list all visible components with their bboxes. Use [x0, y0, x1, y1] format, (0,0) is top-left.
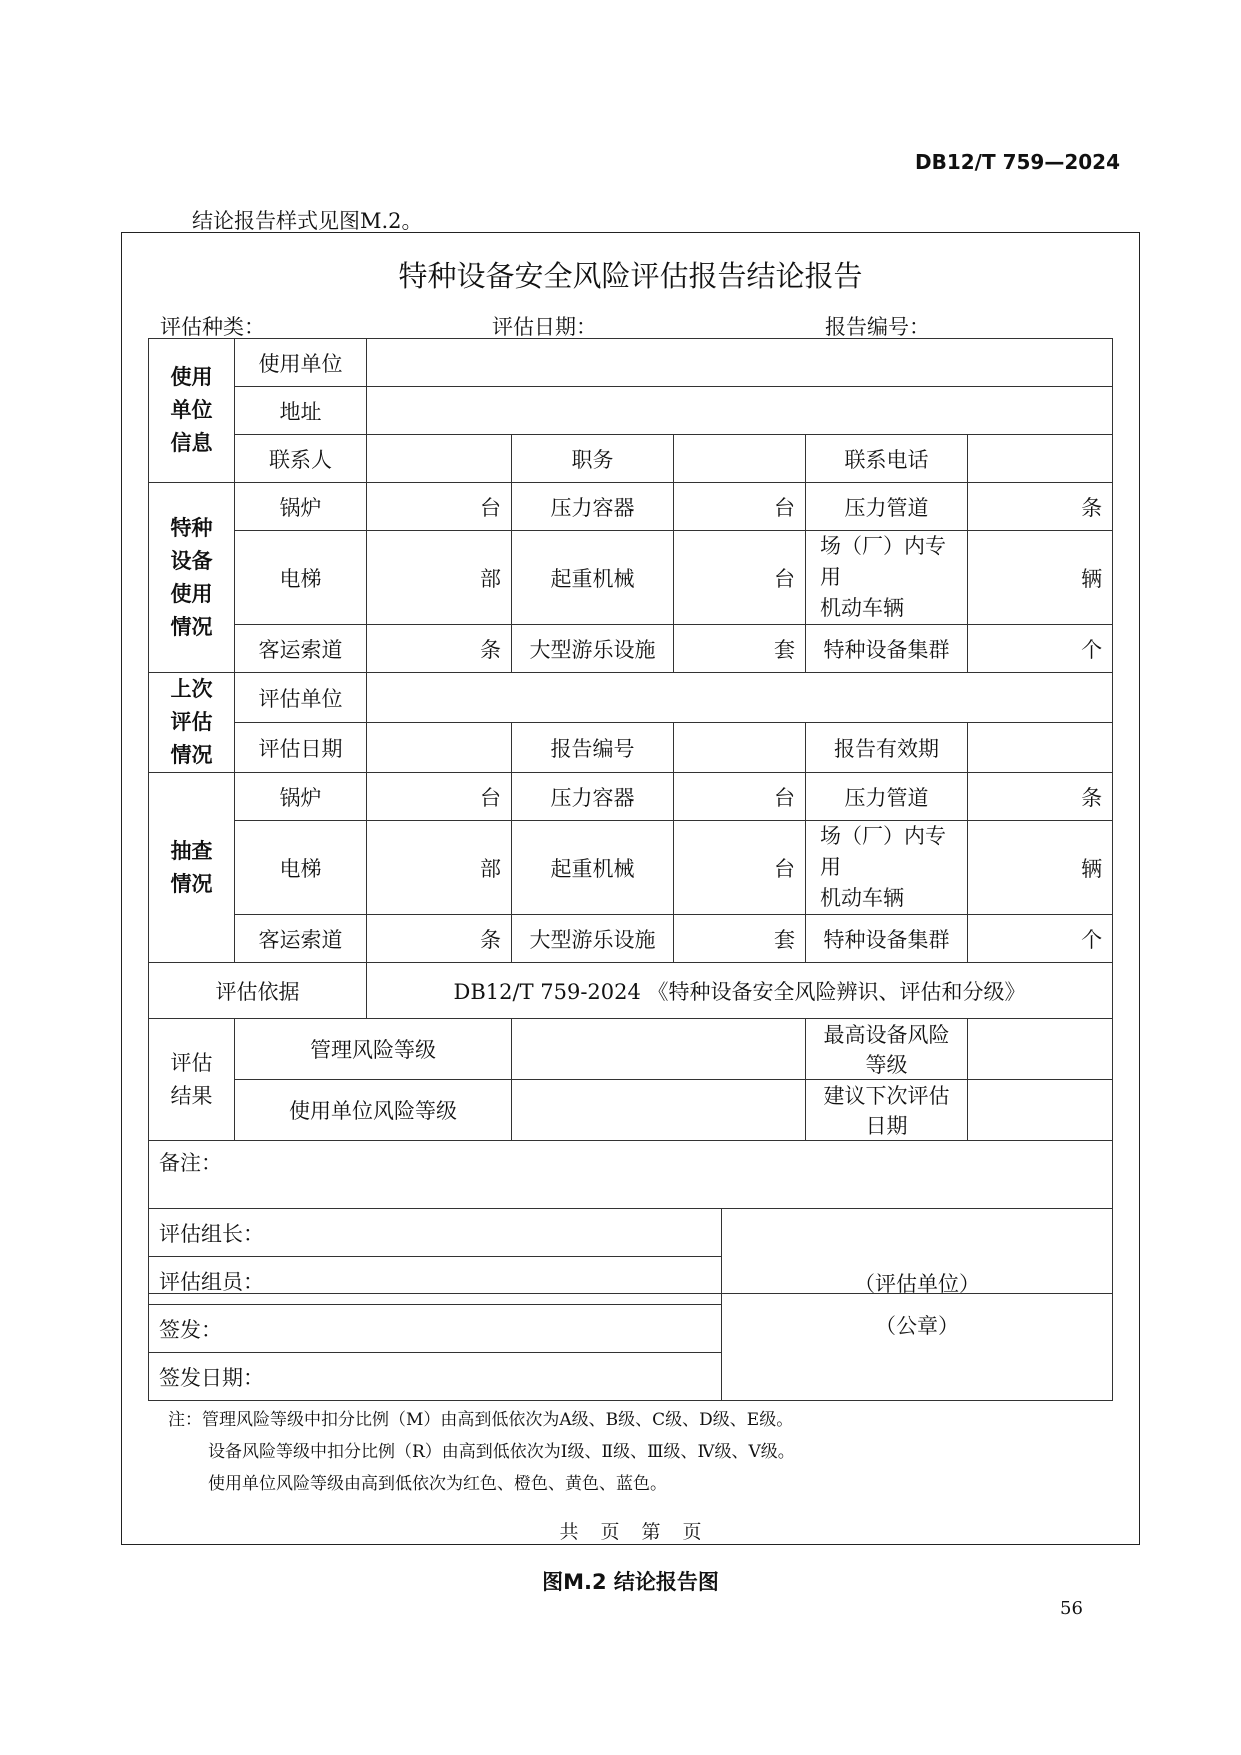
field-check-pressure-pipe[interactable]: 条	[968, 773, 1113, 821]
field-contact[interactable]	[367, 435, 512, 483]
group-last-eval: 上次 评估 情况	[149, 673, 235, 773]
signature-table	[148, 1208, 1113, 1401]
label-check-crane: 起重机械	[512, 821, 674, 915]
address-row	[149, 387, 1113, 435]
seal-unit-text: （评估单位）	[854, 1271, 980, 1296]
check-row-3	[149, 915, 1113, 963]
label-check-amusement: 大型游乐设施	[512, 915, 674, 963]
label-mgmt-risk-level: 管理风险等级	[235, 1019, 512, 1080]
label-check-pressure-pipe: 压力管道	[806, 773, 968, 821]
label-check-boiler: 锅炉	[235, 773, 367, 821]
document-code: DB12/T 759—2024	[915, 150, 1120, 174]
basis-value: DB12/T 759-2024 《特种设备安全风险辨识、评估和分级》	[367, 963, 1113, 1019]
label-check-elevator: 电梯	[235, 821, 367, 915]
label-usage-cluster: 特种设备集群	[806, 625, 968, 673]
group-eval-result: 评估 结果	[149, 1019, 235, 1141]
label-usage-boiler: 锅炉	[235, 483, 367, 531]
label-phone: 联系电话	[806, 435, 968, 483]
field-next-eval-date[interactable]	[968, 1080, 1113, 1141]
label-user-unit: 使用单位	[235, 339, 367, 387]
label-usage-ropeway: 客运索道	[235, 625, 367, 673]
field-last-eval-unit[interactable]	[367, 673, 1113, 723]
label-report-validity: 报告有效期	[806, 723, 968, 773]
form-title: 特种设备安全风险评估报告结论报告	[398, 259, 863, 293]
field-check-vehicle[interactable]: 辆	[968, 821, 1113, 915]
label-usage-crane: 起重机械	[512, 531, 674, 625]
label-usage-elevator: 电梯	[235, 531, 367, 625]
label-address: 地址	[235, 387, 367, 435]
field-user-unit[interactable]	[367, 339, 1113, 387]
field-usage-amusement[interactable]: 套	[674, 625, 806, 673]
label-last-eval-date: 评估日期	[235, 723, 367, 773]
field-usage-crane[interactable]: 台	[674, 531, 806, 625]
remarks-field[interactable]: 备注：	[149, 1141, 1113, 1294]
user-unit-row	[149, 339, 1113, 387]
field-check-crane[interactable]: 台	[674, 821, 806, 915]
note-line-1: 注：管理风险等级中扣分比例（M）由高到低依次为A级、B级、C级、D级、E级。	[168, 1410, 794, 1430]
label-basis: 评估依据	[149, 963, 367, 1019]
last-eval-row-1	[149, 673, 1113, 723]
label-position: 职务	[512, 435, 674, 483]
label-check-cluster: 特种设备集群	[806, 915, 968, 963]
figure-caption: 图M.2 结论报告图	[542, 1570, 719, 1594]
meta-report-number: 报告编号：	[825, 315, 930, 339]
intro-text: 结论报告样式见图M.2。	[192, 209, 423, 233]
meta-eval-type: 评估种类：	[160, 315, 265, 339]
seal-text: （公章）	[875, 1313, 959, 1338]
note-line-3: 使用单位风险等级由高到低依次为红色、橙色、黄色、蓝色。	[208, 1474, 667, 1494]
label-last-report-no: 报告编号	[512, 723, 674, 773]
group-spot-check: 抽查 情况	[149, 773, 235, 963]
label-usage-vehicle: 场（厂）内专用 机动车辆	[806, 531, 968, 625]
basis-row	[149, 963, 1113, 1019]
usage-row-1	[149, 483, 1113, 531]
field-usage-elevator[interactable]: 部	[367, 531, 512, 625]
note-line-2: 设备风险等级中扣分比例（R）由高到低依次为Ⅰ级、Ⅱ级、Ⅲ级、Ⅳ级、Ⅴ级。	[208, 1442, 795, 1462]
field-position[interactable]	[674, 435, 806, 483]
label-check-vehicle: 场（厂）内专用 机动车辆	[806, 821, 968, 915]
field-last-eval-date[interactable]	[367, 723, 512, 773]
field-unit-risk-level[interactable]	[512, 1080, 806, 1141]
field-usage-cluster[interactable]: 个	[968, 625, 1113, 673]
field-address[interactable]	[367, 387, 1113, 435]
page-number: 56	[1060, 1598, 1083, 1619]
field-check-ropeway[interactable]: 条	[367, 915, 512, 963]
label-unit-risk-level: 使用单位风险等级	[235, 1080, 512, 1141]
label-usage-pressure-pipe: 压力管道	[806, 483, 968, 531]
page-counter: 共 页 第 页	[559, 1521, 702, 1543]
field-check-boiler[interactable]: 台	[367, 773, 512, 821]
field-usage-pressure-vessel[interactable]: 台	[674, 483, 806, 531]
field-usage-vehicle[interactable]: 辆	[968, 531, 1113, 625]
field-check-elevator[interactable]: 部	[367, 821, 512, 915]
label-next-eval-date: 建议下次评估日期	[806, 1080, 968, 1141]
usage-row-3	[149, 625, 1113, 673]
field-usage-boiler[interactable]: 台	[367, 483, 512, 531]
group-user-info: 使用 单位 信息	[149, 339, 235, 483]
last-eval-row-2	[149, 723, 1113, 773]
field-check-cluster[interactable]: 个	[968, 915, 1113, 963]
field-max-equip-risk-level[interactable]	[968, 1019, 1113, 1080]
label-last-eval-unit: 评估单位	[235, 673, 367, 723]
group-equipment-usage: 特种 设备 使用 情况	[149, 483, 235, 673]
field-report-validity[interactable]	[968, 723, 1113, 773]
seal-area	[722, 1209, 1113, 1401]
check-row-1	[149, 773, 1113, 821]
field-team-leader[interactable]: 评估组长：	[149, 1209, 722, 1257]
label-check-ropeway: 客运索道	[235, 915, 367, 963]
label-max-equip-risk-level: 最高设备风险等级	[806, 1019, 968, 1080]
field-usage-ropeway[interactable]: 条	[367, 625, 512, 673]
field-mgmt-risk-level[interactable]	[512, 1019, 806, 1080]
field-check-amusement[interactable]: 套	[674, 915, 806, 963]
result-row-1	[149, 1019, 1113, 1080]
label-check-pressure-vessel: 压力容器	[512, 773, 674, 821]
check-row-2	[149, 821, 1113, 915]
label-usage-pressure-vessel: 压力容器	[512, 483, 674, 531]
field-team-members[interactable]: 评估组员：	[149, 1257, 722, 1305]
field-usage-pressure-pipe[interactable]: 条	[968, 483, 1113, 531]
meta-eval-date: 评估日期：	[492, 315, 597, 339]
field-last-report-no[interactable]	[674, 723, 806, 773]
result-row-2	[149, 1080, 1113, 1141]
field-issue-date[interactable]: 签发日期：	[149, 1353, 722, 1401]
field-check-pressure-vessel[interactable]: 台	[674, 773, 806, 821]
label-contact: 联系人	[235, 435, 367, 483]
field-phone[interactable]	[968, 435, 1113, 483]
label-usage-amusement: 大型游乐设施	[512, 625, 674, 673]
usage-row-2	[149, 531, 1113, 625]
field-issuer[interactable]: 签发：	[149, 1305, 722, 1353]
contact-row	[149, 435, 1113, 483]
conclusion-form-table	[148, 338, 1113, 1294]
